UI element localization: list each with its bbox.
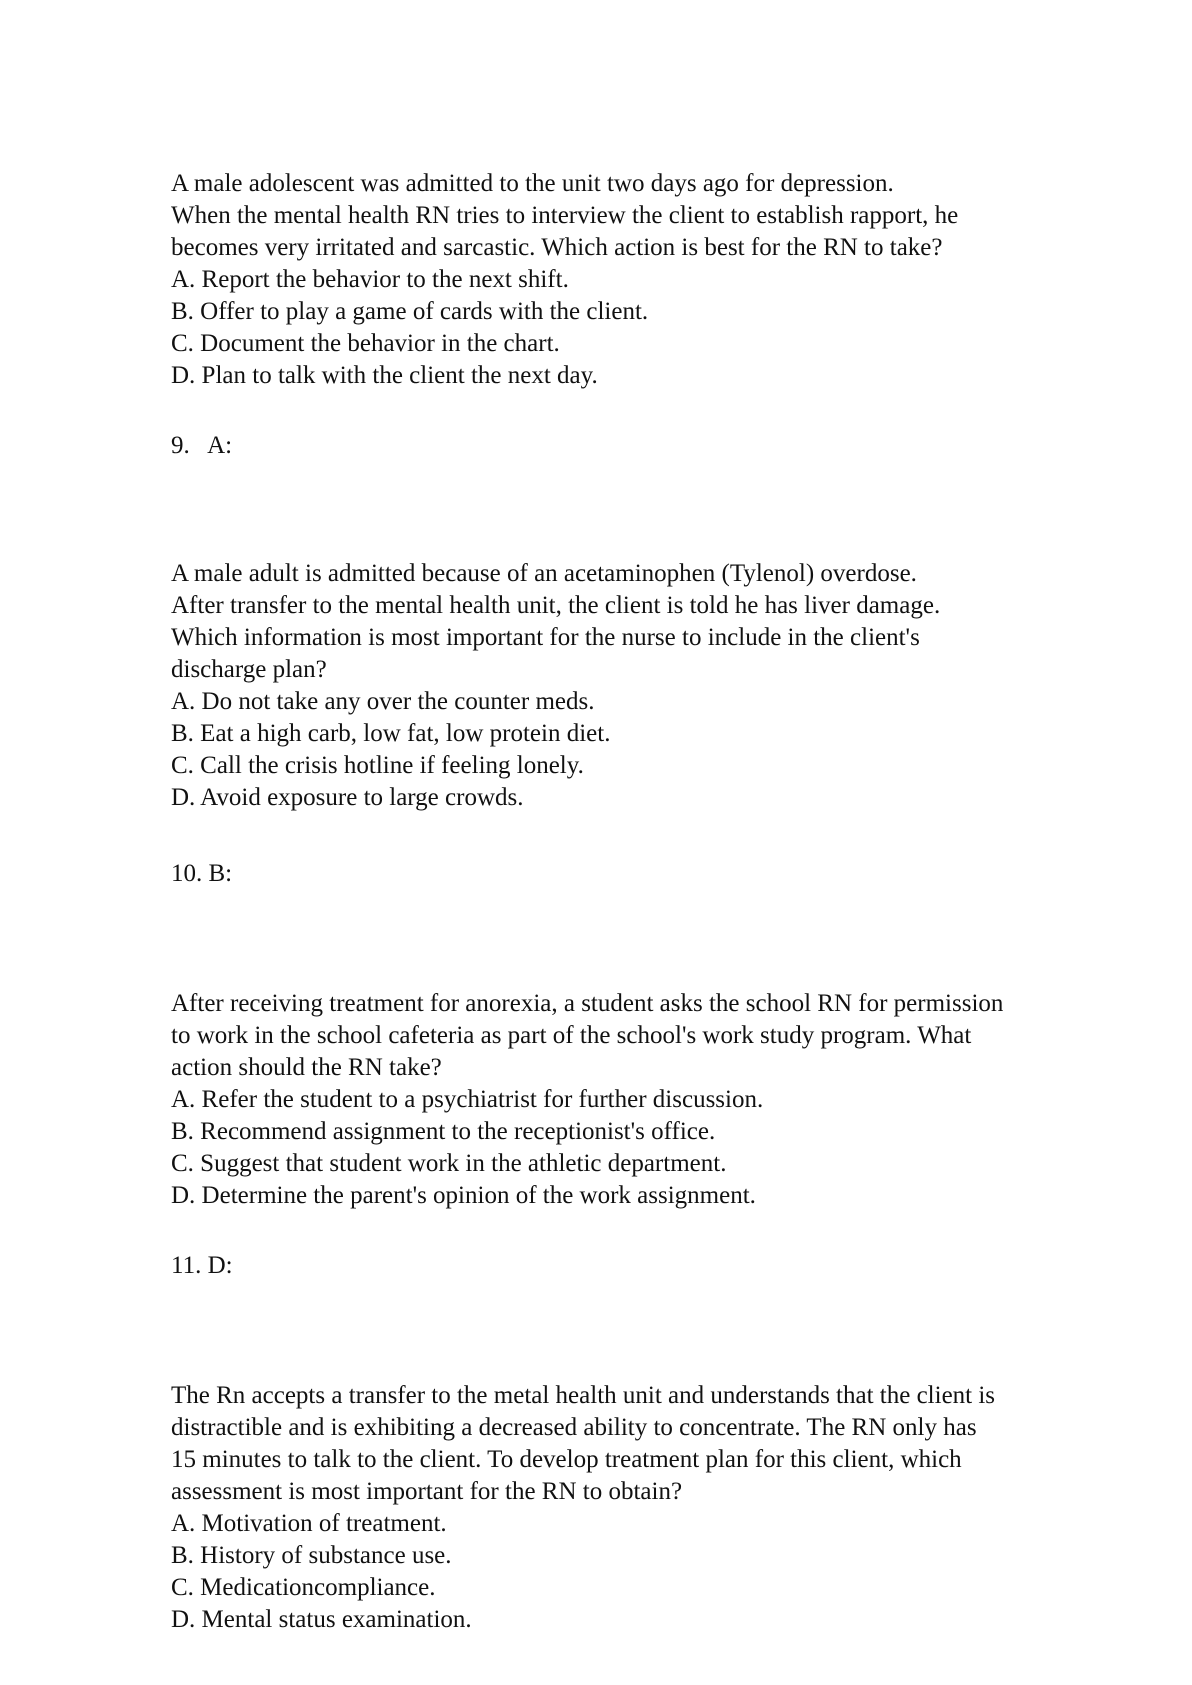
answer-option: D. Determine the parent's opinion of the work assignment. [171, 1182, 756, 1209]
answer-option: B. Offer to play a game of cards with the client. [171, 298, 649, 325]
question-stem-line: distractible and is exhibiting a decreased ability to concentrate. The RN only has [171, 1414, 977, 1441]
question-stem-line: 15 minutes to talk to the client. To develop treatment plan for this client, which [171, 1446, 962, 1473]
answer-key: 9. A: [171, 432, 233, 459]
question-1 [171, 168, 1131, 392]
answer-option: A. Do not take any over the counter meds. [171, 688, 595, 715]
question-stem-line: to work in the school cafeteria as part of the school's work study program. What [171, 1022, 972, 1049]
question-stem-line: A male adult is admitted because of an acetaminophen (Tylenol) overdose. [171, 560, 917, 587]
question-stem-line: action should the RN take? [171, 1054, 442, 1081]
answer-option: C. Document the behavior in the chart. [171, 330, 560, 357]
answer-key: 10. B: [171, 860, 233, 887]
question-stem-line: A male adolescent was admitted to the unit two days ago for depression. [171, 170, 894, 197]
answer-option: D. Plan to talk with the client the next day. [171, 362, 598, 389]
answer-option: A. Refer the student to a psychiatrist for further discussion. [171, 1086, 764, 1113]
answer-option: A. Report the behavior to the next shift. [171, 266, 569, 293]
answer-option: D. Avoid exposure to large crowds. [171, 784, 524, 811]
answer-option: A. Motivation of treatment. [171, 1510, 447, 1537]
answer-option: C. Medicationcompliance. [171, 1574, 436, 1601]
question-3 [171, 988, 1131, 1212]
answer-option: B. Recommend assignment to the receptionist's office. [171, 1118, 716, 1145]
answer-key: 11. D: [171, 1252, 233, 1279]
question-stem-line: After receiving treatment for anorexia, a student asks the school RN for permission [171, 990, 1004, 1017]
answer-option: D. Mental status examination. [171, 1606, 472, 1633]
question-stem-line: becomes very irritated and sarcastic. Which action is best for the RN to take? [171, 234, 943, 261]
question-2 [171, 558, 1131, 814]
question-stem-line: When the mental health RN tries to interview the client to establish rapport, he [171, 202, 959, 229]
answer-option: B. History of substance use. [171, 1542, 452, 1569]
question-stem-line: assessment is most important for the RN to obtain? [171, 1478, 683, 1505]
question-stem-line: The Rn accepts a transfer to the metal health unit and understands that the client is [171, 1382, 996, 1409]
question-stem-line: After transfer to the mental health unit, the client is told he has liver damage. [171, 592, 941, 619]
answer-option: C. Call the crisis hotline if feeling lonely. [171, 752, 584, 779]
question-stem-line: Which information is most important for the nurse to include in the client's [171, 624, 920, 651]
question-4 [171, 1380, 1131, 1636]
question-stem-line: discharge plan? [171, 656, 327, 683]
answer-option: B. Eat a high carb, low fat, low protein diet. [171, 720, 611, 747]
answer-option: C. Suggest that student work in the athletic department. [171, 1150, 727, 1177]
